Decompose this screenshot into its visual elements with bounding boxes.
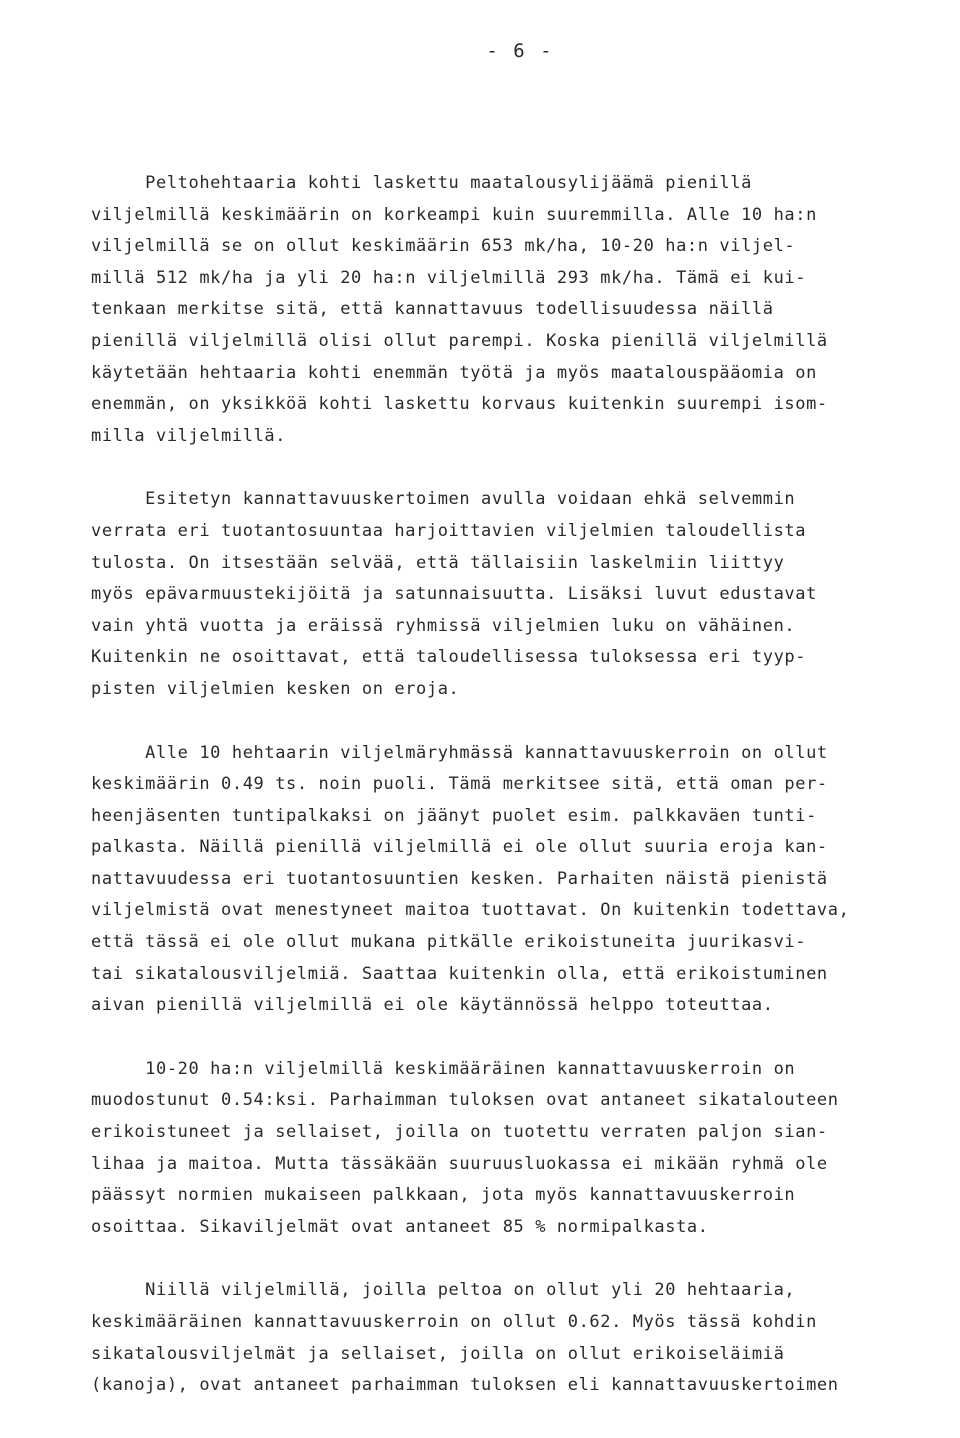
text-line: Esitetyn kannattavuuskertoimen avulla voidaan ehkä selvemmin — [91, 489, 796, 510]
text-line: millä 512 mk/ha ja yli 20 ha:n viljelmillä 293 mk/ha. Tämä ei kui- — [91, 267, 807, 288]
text-line: palkasta. Näillä pienillä viljelmillä ei ole ollut suuria eroja kan- — [91, 837, 828, 858]
paragraph — [91, 738, 951, 1022]
text-line: enemmän, on yksikköä kohti laskettu korvaus kuitenkin suurempi isom- — [91, 394, 828, 415]
text-line: milla viljelmillä. — [91, 425, 287, 446]
text-line: keskimääräinen kannattavuuskerroin on ollut 0.62. Myös tässä kohdin — [91, 1312, 817, 1332]
text-line: verrata eri tuotantosuuntaa harjoittavien viljelmien taloudellista — [91, 520, 807, 541]
paragraph — [91, 1054, 951, 1244]
text-line: että tässä ei ole ollut mukana pitkälle erikoistuneita juurikasvi- — [91, 932, 807, 953]
text-line: heenjäsenten tuntipalkaksi on jäänyt puolet esim. palkkaväen tunti- — [91, 805, 817, 826]
text-line: tenkaan merkitse sitä, että kannattavuus todellisuudessa näillä — [91, 299, 774, 320]
text-line: osoittaa. Sikaviljelmät ovat antaneet 85 % normipalkasta. — [91, 1216, 709, 1237]
text-line: vain yhtä vuotta ja eräissä ryhmissä viljelmien luku on vähäinen. — [91, 615, 796, 636]
text-line: viljelmistä ovat menestyneet maitoa tuottavat. On kuitenkin todettava, — [91, 900, 850, 921]
paragraph — [91, 484, 951, 705]
text-line: nattavuudessa eri tuotantosuuntien kesken. Parhaiten näistä pienistä — [91, 868, 828, 889]
paragraph — [91, 168, 951, 452]
text-line: käytetään hehtaaria kohti enemmän työtä ja myös maatalouspääomia on — [91, 362, 817, 383]
text-line: 10-20 ha:n viljelmillä keskimääräinen kannattavuuskerroin on — [91, 1058, 796, 1079]
text-line: viljelmillä se on ollut keskimäärin 653 mk/ha, 10-20 ha:n viljel- — [91, 236, 796, 257]
text-line: erikoistuneet ja sellaiset, joilla on tuotettu verraten paljon sian- — [91, 1122, 828, 1143]
text-line: keskimäärin 0.49 ts. noin puoli. Tämä merkitsee sitä, että oman per- — [91, 774, 828, 795]
paragraph — [91, 1275, 951, 1401]
text-line: sikatalousviljelmät ja sellaiset, joilla on ollut erikoiseläimiä — [91, 1343, 785, 1364]
text-line: päässyt normien mukaiseen palkkaan, jota myös kannattavuuskerroin — [91, 1185, 796, 1206]
text-line: Peltohehtaaria kohti laskettu maatalousylijäämä pienillä — [91, 173, 752, 193]
text-line: tulosta. On itsestään selvää, että tällaisiin laskelmiin liittyy — [91, 552, 785, 573]
text-line: myös epävarmuustekijöitä ja satunnaisuutta. Lisäksi luvut edustavat — [91, 584, 817, 605]
text-line: pienillä viljelmillä olisi ollut parempi. Koska pienillä viljelmillä — [91, 330, 828, 351]
text-line: muodostunut 0.54:ksi. Parhaimman tuloksen ovat antaneet sikatalouteen — [91, 1090, 839, 1111]
page-number: - 6 - — [486, 40, 554, 62]
text-line: pisten viljelmien kesken on eroja. — [91, 678, 460, 699]
text-line: aivan pienillä viljelmillä ei ole käytännössä helppo toteuttaa. — [91, 995, 774, 1016]
document-body — [91, 168, 951, 1434]
text-line: Niillä viljelmillä, joilla peltoa on ollut yli 20 hehtaaria, — [91, 1280, 796, 1301]
text-line: tai sikatalousviljelmiä. Saattaa kuitenkin olla, että erikoistuminen — [91, 963, 828, 984]
text-line: (kanoja), ovat antaneet parhaimman tuloksen eli kannattavuuskertoimen — [91, 1375, 839, 1396]
text-line: Kuitenkin ne osoittavat, että taloudellisessa tuloksessa eri tyyp- — [91, 647, 807, 668]
text-line: Alle 10 hehtaarin viljelmäryhmässä kannattavuuskerroin on ollut — [91, 742, 828, 763]
text-line: lihaa ja maitoa. Mutta tässäkään suuruusluokassa ei mikään ryhmä ole — [91, 1153, 828, 1174]
text-line: viljelmillä keskimäärin on korkeampi kuin suuremmilla. Alle 10 ha:n — [91, 204, 817, 225]
